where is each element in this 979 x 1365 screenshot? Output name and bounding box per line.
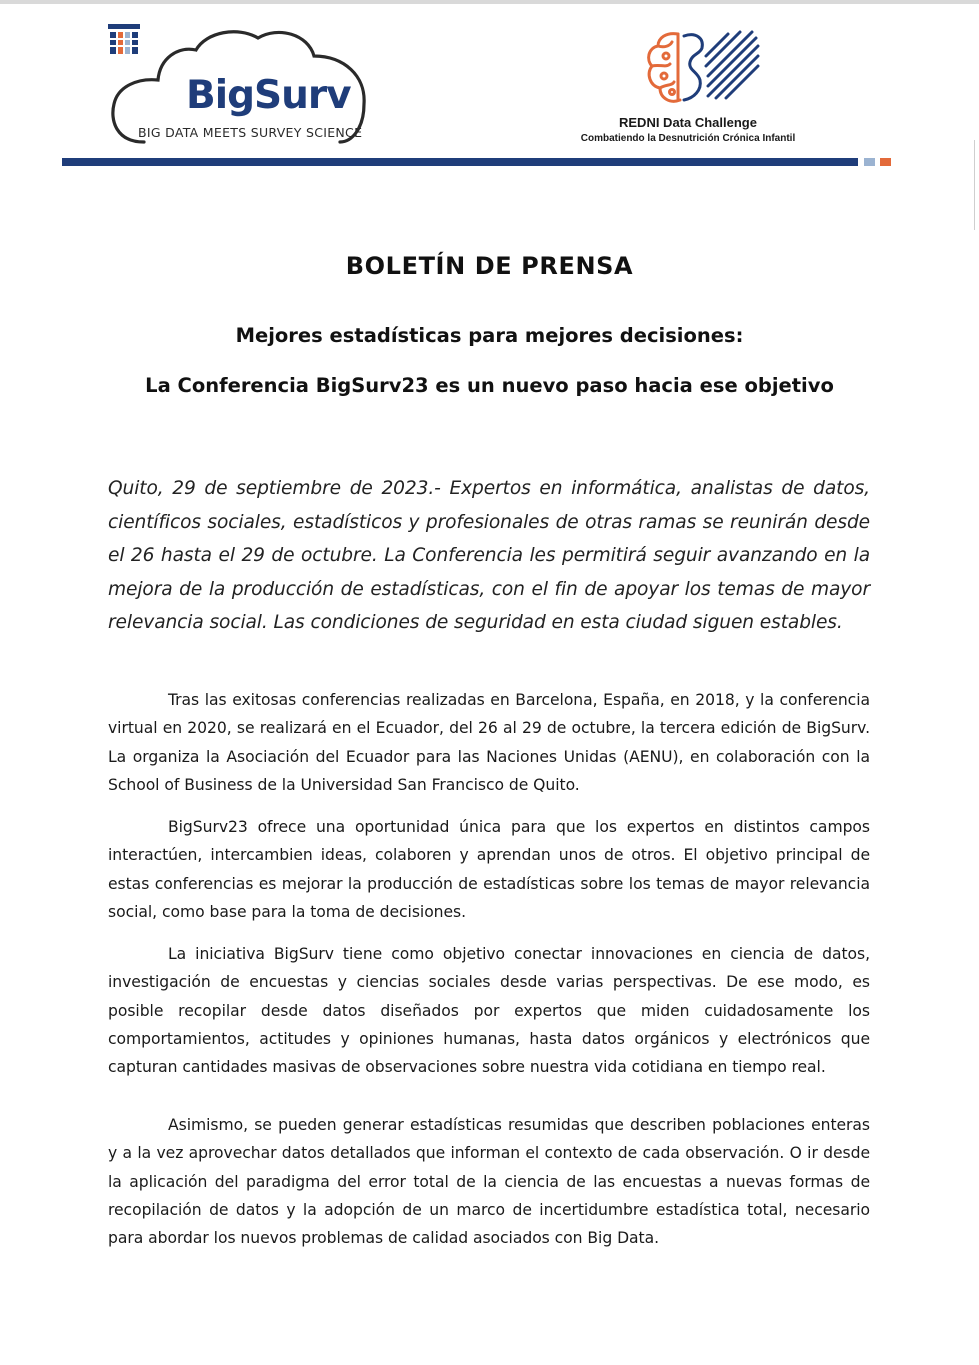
brain-circuit-icon xyxy=(644,28,760,108)
bigsurv-logo xyxy=(108,24,370,152)
bigsurv-wordmark: BigSurv xyxy=(186,73,351,118)
body-paragraph-1: Tras las exitosas conferencias realizadas en Barcelona, España, en 2018, y la conferencia virtual en 2020, se realizará en el Ecuador, del 26 al 29 de octubre, la tercera edición de BigSurv. La organiza la Asociación del Ecuador para las Naciones Unidas (AENU), en colaboración con la School of Business de la Universidad San Francisco de Quito. xyxy=(108,691,870,794)
bigsurv-mark-icon xyxy=(108,24,140,54)
header-rule-orange-square xyxy=(880,158,891,166)
document-subtitle-line2: La Conferencia BigSurv23 es un nuevo paso hacia ese objetivo xyxy=(145,374,834,397)
redni-logo xyxy=(568,26,808,150)
bigsurv-tagline: BIG DATA MEETS SURVEY SCIENCE xyxy=(138,125,363,140)
header-rule xyxy=(62,158,858,166)
lead-paragraph: Quito, 29 de septiembre de 2023.- Expertos en informática, analistas de datos, científicos sociales, estadísticos y profesionales de otras ramas se reunirán desde el 26 hasta el 29 de octubre. La Conferencia les permitirá seguir avanzando en la mejora de la producción de estadísticas, con el fin de apoyar los temas de mayor relevancia social. Las condiciones de seguridad en esta ciudad siguen estables. xyxy=(108,478,870,634)
page-top-border xyxy=(0,0,979,4)
redni-subtitle: Combatiendo la Desnutrición Crónica Infantil xyxy=(580,133,796,144)
body-paragraph-3: La iniciativa BigSurv tiene como objetivo conectar innovaciones en ciencia de datos, investigación de encuestas y ciencias sociales desde varias perspectivas. De ese modo, es posible recopilar desde datos diseñados por expertos que miden cuidadosamente los comportamientos, actitudes y opiniones humanas, hasta datos orgánicos y electrónicos que capturan cantidades masivas de observaciones sobre nuestra vida cotidiana en tiempo real. xyxy=(108,945,870,1077)
body-paragraph-4: Asimismo, se pueden generar estadísticas resumidas que describen poblaciones enteras y a la vez aprovechar datos detallados que informan el contexto de cada observación. O ir desde la aplicación del paradigma del error total de la ciencia de las encuestas a nuevas formas de recopilación de datos y la adopción de un marco de incertidumbre estadística total, necesario para abordar los nuevos problemas de calidad asociados con Big Data. xyxy=(108,1116,870,1248)
body-paragraph-2: BigSurv23 ofrece una oportunidad única para que los expertos en distintos campos interactúen, intercambien ideas, colaboren y aprendan unos de otros. El objetivo principal de estas conferencias es mejorar la producción de estadísticas sobre los temas de mayor relevancia social, como base para la toma de decisiones. xyxy=(108,818,870,921)
document-subtitle-line1: Mejores estadísticas para mejores decisiones: xyxy=(235,324,744,347)
document-title: BOLETÍN DE PRENSA xyxy=(345,252,634,280)
redni-title: REDNI Data Challenge xyxy=(619,115,757,130)
header-rule-blue-square xyxy=(864,158,875,166)
page-right-border xyxy=(974,140,975,230)
